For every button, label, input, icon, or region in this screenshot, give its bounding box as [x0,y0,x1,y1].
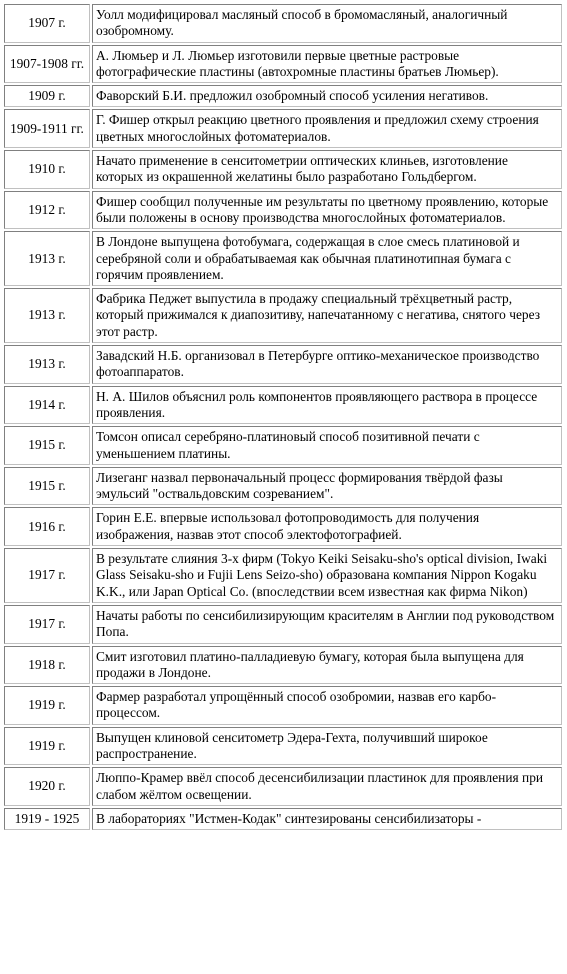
year-cell: 1913 г. [4,345,90,384]
table-row [4,548,562,603]
table-row [4,288,562,343]
table-row [4,727,562,766]
table-row [4,507,562,546]
year-cell: 1907 г. [4,4,90,43]
event-cell: Горин Е.Е. впервые использовал фотопроводимость для получения изображения, назвав этот способ электофотографией. [92,507,562,546]
year-cell: 1915 г. [4,467,90,506]
event-cell: В Лондоне выпущена фотобумага, содержащая в слое смесь платиновой и серебряной соли и обрабатываемая как обычная платинотипная бумага с горячим проявлением. [92,231,562,286]
event-cell: Начато применение в сенситометрии оптических клиньев, изготовление которых из окрашенной желатины было разработано Гольдбергом. [92,150,562,189]
table-row [4,686,562,725]
table-row [4,467,562,506]
table-row [4,646,562,685]
year-cell: 1917 г. [4,548,90,603]
table-row [4,231,562,286]
year-cell: 1914 г. [4,386,90,425]
event-cell: Томсон описал серебряно-платиновый способ позитивной печати с уменьшением платины. [92,426,562,465]
timeline-body [4,4,562,830]
year-cell: 1919 г. [4,727,90,766]
year-cell: 1918 г. [4,646,90,685]
table-row [4,808,562,830]
event-cell: В результате слияния 3-х фирм (Tokyo Keiki Seisaku-sho's optical division, Iwaki Glass Seisaku-sho и Fujii Lens Seizo-sho) образована компания Nippon Kogaku K.K., или Japan Optical Co. (впоследствии всем известная как фирма Nikon) [92,548,562,603]
event-cell: Н. А. Шилов объяснил роль компонентов проявляющего раствора в процессе проявления. [92,386,562,425]
table-row [4,605,562,644]
event-cell: Начаты работы по сенсибилизирующим красителям в Англии под руководством Попа. [92,605,562,644]
event-cell: В лабораториях "Истмен-Кодак" синтезированы сенсибилизаторы - [92,808,562,830]
year-cell: 1915 г. [4,426,90,465]
event-cell: Люппо-Крамер ввёл способ десенсибилизации пластинок для проявления при слабом жёлтом освещении. [92,767,562,806]
event-cell: Уолл модифицировал масляный способ в бромомасляный, аналогичный озобромному. [92,4,562,43]
table-row [4,85,562,107]
table-row [4,191,562,230]
year-cell: 1920 г. [4,767,90,806]
year-cell: 1907-1908 гг. [4,45,90,84]
table-row [4,4,562,43]
event-cell: Смит изготовил платино-палладиевую бумагу, которая была выпущена для продажи в Лондоне. [92,646,562,685]
year-cell: 1912 г. [4,191,90,230]
year-cell: 1913 г. [4,231,90,286]
event-cell: Лизеганг назвал первоначальный процесс формирования твёрдой фазы эмульсий "оствальдовским созреванием". [92,467,562,506]
year-cell: 1919 г. [4,686,90,725]
year-cell: 1917 г. [4,605,90,644]
year-cell: 1909-1911 гг. [4,109,90,148]
event-cell: Завадский Н.Б. организовал в Петербурге оптико-механическое производство фотоаппаратов. [92,345,562,384]
table-row [4,109,562,148]
table-row [4,150,562,189]
event-cell: Г. Фишер открыл реакцию цветного проявления и предложил схему строения цветных многослойных фотоматериалов. [92,109,562,148]
event-cell: Выпущен клиновой сенситометр Эдера-Гехта, получивший широкое распространение. [92,727,562,766]
table-row [4,386,562,425]
table-row [4,345,562,384]
event-cell: Фармер разработал упрощённый способ озобромии, назвав его карбо-процессом. [92,686,562,725]
table-row [4,767,562,806]
year-cell: 1909 г. [4,85,90,107]
table-row [4,45,562,84]
year-cell: 1916 г. [4,507,90,546]
year-cell: 1919 - 1925 [4,808,90,830]
event-cell: Фишер сообщил полученные им результаты по цветному проявлению, которые были положены в основу производства многослойных фотоматериалов. [92,191,562,230]
event-cell: Фабрика Педжет выпустила в продажу специальный трёхцветный растр, который прижимался к диапозитиву, напечатанному с негатива, снятого через этот растр. [92,288,562,343]
event-cell: А. Люмьер и Л. Люмьер изготовили первые цветные растровые фотографические пластины (автохромные пластины братьев Люмьер). [92,45,562,84]
event-cell: Фаворский Б.И. предложил озобромный способ усиления негативов. [92,85,562,107]
timeline-table [2,2,564,832]
year-cell: 1913 г. [4,288,90,343]
year-cell: 1910 г. [4,150,90,189]
table-row [4,426,562,465]
